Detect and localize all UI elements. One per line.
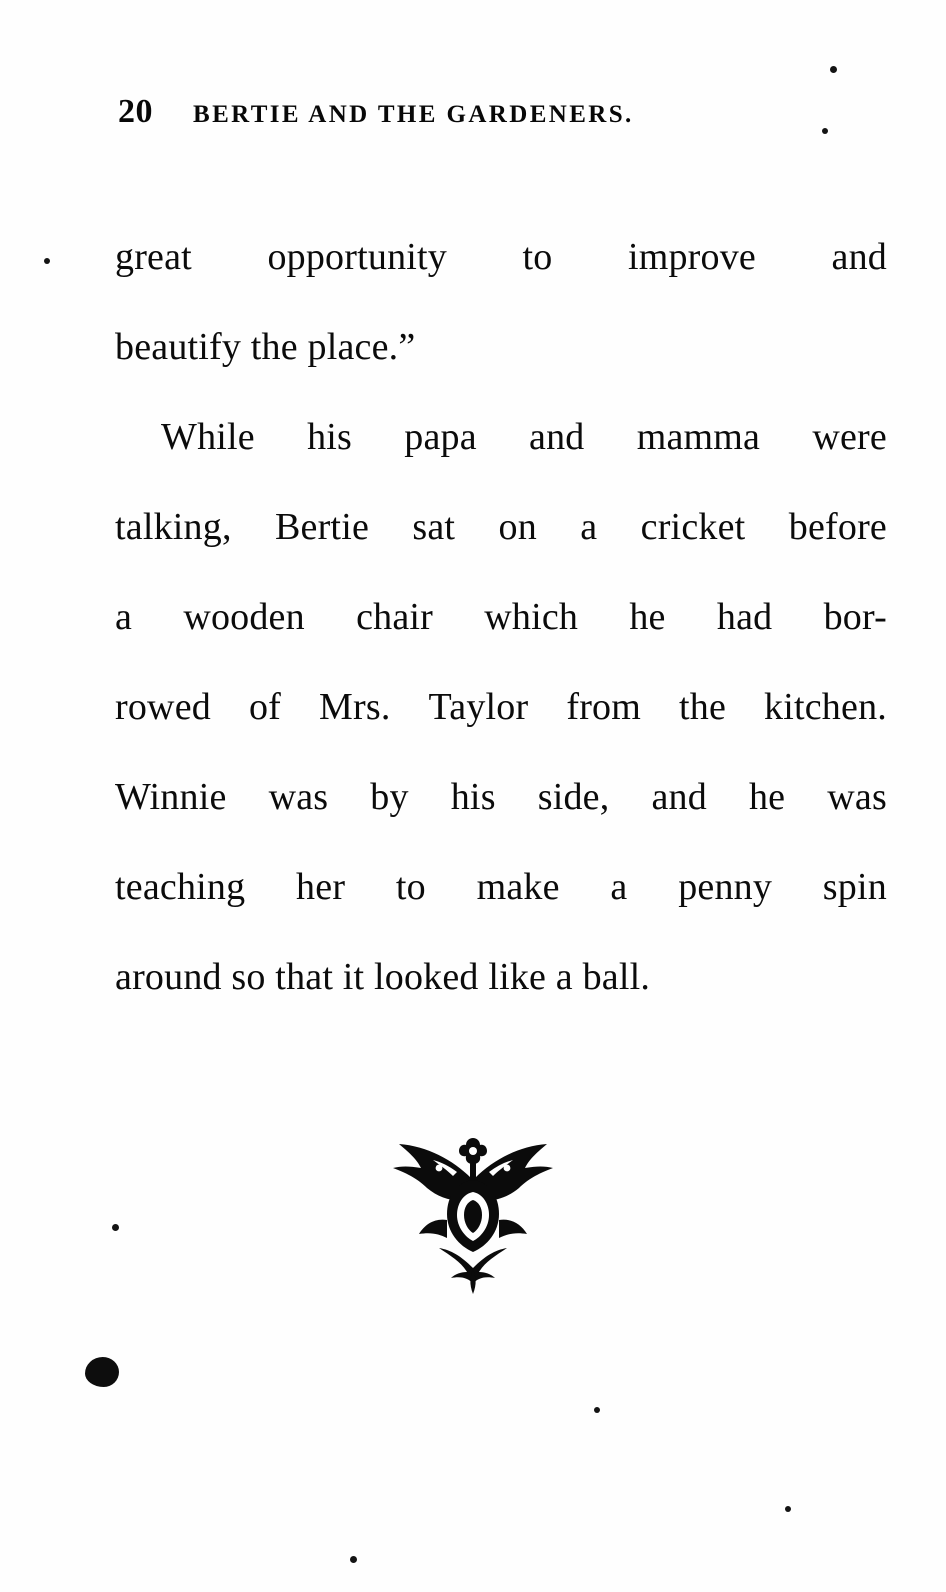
text-line: beautify the place.” [115, 326, 416, 368]
text-line [115, 842, 887, 932]
word: the [679, 686, 727, 728]
text-line [115, 572, 887, 662]
ink-speck-bottom-right [785, 1506, 791, 1512]
word: Bertie [274, 506, 370, 548]
word: his [450, 776, 496, 818]
ink-speck-left-margin [44, 258, 50, 264]
word: by [370, 776, 409, 818]
text-line: around so that it looked like a ball. [115, 956, 651, 998]
word: rowed [115, 686, 211, 728]
word: and [651, 776, 707, 818]
word: papa [404, 416, 477, 458]
word: Winnie [115, 776, 227, 818]
word: mamma [636, 416, 761, 458]
word: side, [537, 776, 610, 818]
word: before [788, 506, 887, 548]
word: was [827, 776, 887, 818]
word: had [716, 596, 773, 638]
word: and [529, 416, 585, 458]
word: sat [412, 506, 456, 548]
word: make [476, 866, 560, 908]
text-line [115, 392, 887, 482]
word: a [610, 866, 628, 908]
word: teaching [115, 866, 246, 908]
ink-blot-lower-left [85, 1357, 119, 1387]
ink-speck-head-right [822, 128, 828, 134]
word: from [566, 686, 642, 728]
word: to [522, 236, 553, 278]
word: which [484, 596, 579, 638]
ornament-container [0, 1120, 946, 1300]
ink-speck-top-right [830, 66, 837, 73]
word: he [629, 596, 666, 638]
word: improve [627, 236, 756, 278]
word: he [748, 776, 786, 818]
word: to [395, 866, 426, 908]
word: Mrs. [319, 686, 391, 728]
text-line [115, 212, 887, 302]
word: was [268, 776, 329, 818]
word: a [580, 506, 598, 548]
word: bor- [823, 596, 887, 638]
page-number: 20 [118, 93, 153, 130]
word: of [248, 686, 282, 728]
word: Taylor [428, 686, 529, 728]
page-body [115, 212, 887, 1022]
word: cricket [640, 506, 746, 548]
word: spin [822, 866, 887, 908]
text-line [115, 752, 887, 842]
word: chair [356, 596, 434, 638]
word: penny [678, 866, 773, 908]
word: and [831, 236, 887, 278]
word: his [307, 416, 353, 458]
text-line [115, 482, 887, 572]
word: While [161, 416, 255, 458]
paragraph-1 [115, 212, 887, 392]
word: talking, [115, 506, 232, 548]
word: her [296, 866, 346, 908]
word: a [115, 596, 133, 638]
ink-speck-bottom-center [350, 1556, 357, 1563]
ink-speck-lower-left [112, 1224, 119, 1231]
word: opportunity [267, 236, 447, 278]
word: great [115, 236, 192, 278]
word: wooden [183, 596, 305, 638]
word: on [498, 506, 537, 548]
winged-floral-ornament-icon [353, 1120, 593, 1300]
running-head [118, 95, 838, 129]
running-head-title: BERTIE AND THE GARDENERS. [193, 101, 634, 128]
paragraph-2 [115, 392, 887, 1022]
ink-speck-lower-center [594, 1407, 600, 1413]
word: kitchen. [764, 686, 887, 728]
text-line [115, 662, 887, 752]
word: were [812, 416, 887, 458]
